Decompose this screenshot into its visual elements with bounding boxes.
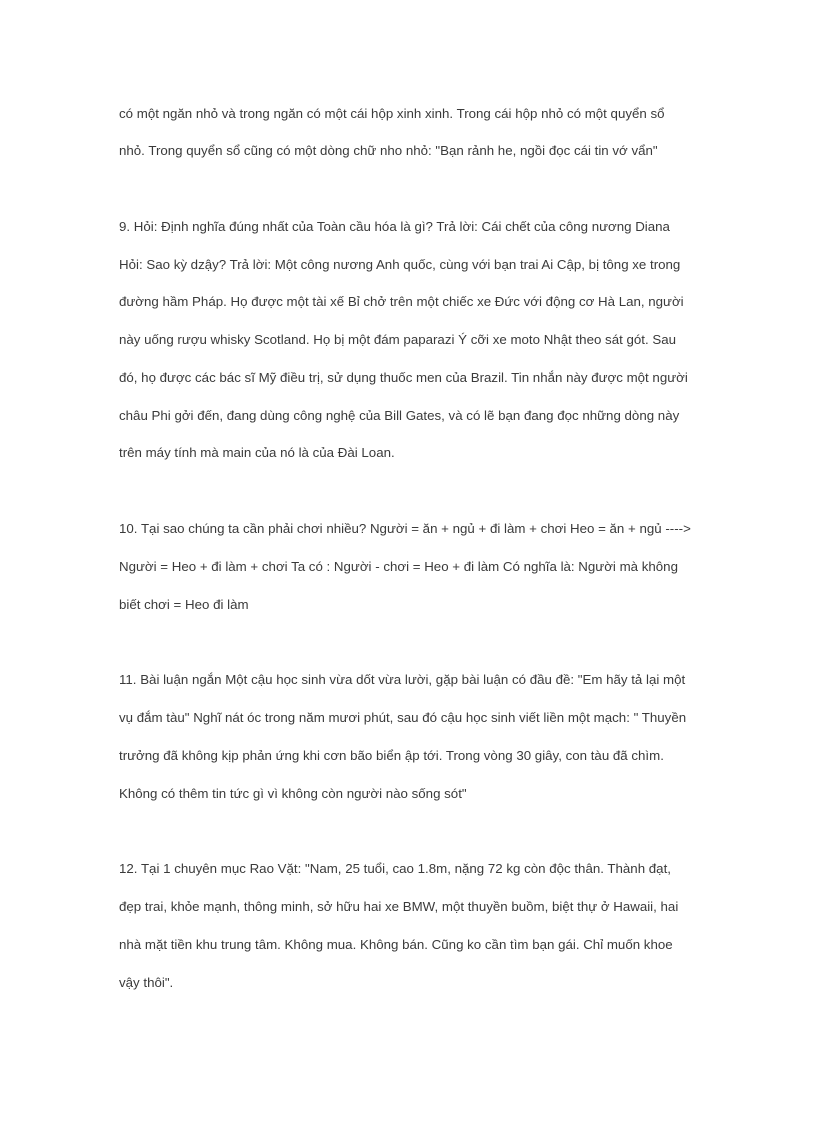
item-9-line-1: 9. Hỏi: Định nghĩa đúng nhất của Toàn cầu hóa là gì? Trả lời: Cái chết của công nương Diana xyxy=(119,219,670,234)
item-10-line-1: 10. Tại sao chúng ta cần phải chơi nhiều? Người = ăn + ngủ + đi làm + chơi Heo = ăn + ngủ ----> xyxy=(119,521,691,536)
intro-line-2: nhỏ. Trong quyển sổ cũng có một dòng chữ nho nhỏ: "Bạn rảnh he, ngồi đọc cái tin vớ vẩn" xyxy=(119,143,658,158)
item-12-line-2: đẹp trai, khỏe mạnh, thông minh, sở hữu hai xe BMW, một thuyền buồm, biệt thự ở Hawaii, hai xyxy=(119,899,679,914)
item-11-line-1: 11. Bài luận ngắn Một cậu học sinh vừa dốt vừa lười, gặp bài luận có đầu đề: "Em hãy tả lại một xyxy=(119,672,686,687)
item-12-line-3: nhà mặt tiền khu trung tâm. Không mua. Không bán. Cũng ko cần tìm bạn gái. Chỉ muốn khoe xyxy=(119,937,673,952)
item-9-line-7: trên máy tính mà main của nó là của Đài Loan. xyxy=(119,445,395,460)
item-11-line-4: Không có thêm tin tức gì vì không còn người nào sống sót" xyxy=(119,786,467,801)
intro-line-1: có một ngăn nhỏ và trong ngăn có một cái hộp xinh xinh. Trong cái hộp nhỏ có một quyển sổ xyxy=(119,106,665,121)
item-10-line-2: Người = Heo + đi làm + chơi Ta có : Người - chơi = Heo + đi làm Có nghĩa là: Người mà không xyxy=(119,559,678,574)
item-12-line-1: 12. Tại 1 chuyên mục Rao Vặt: "Nam, 25 tuổi, cao 1.8m, nặng 72 kg còn độc thân. Thành đạt, xyxy=(119,861,671,876)
item-12-line-4: vậy thôi". xyxy=(119,975,174,990)
item-11-line-3: trưởng đã không kịp phản ứng khi cơn bão biển ập tới. Trong vòng 30 giây, con tàu đã chìm. xyxy=(119,748,664,763)
item-10-line-3: biết chơi = Heo đi làm xyxy=(119,597,249,612)
item-9-line-2: Hỏi: Sao kỳ dzậy? Trả lời: Một công nương Anh quốc, cùng với bạn trai Ai Cập, bị tông xe trong xyxy=(119,257,681,272)
item-9-line-5: đó, họ được các bác sĩ Mỹ điều trị, sử dụng thuốc men của Brazil. Tin nhắn này được một người xyxy=(119,370,688,385)
item-11-line-2: vụ đắm tàu" Nghĩ nát óc trong năm mươi phút, sau đó cậu học sinh viết liền một mạch: " Thuyền xyxy=(119,710,687,725)
item-9-line-6: châu Phi gởi đến, đang dùng công nghệ của Bill Gates, và có lẽ bạn đang đọc những dòng này xyxy=(119,408,680,423)
item-9-line-3: đường hầm Pháp. Họ được một tài xế Bỉ chở trên một chiếc xe Đức với động cơ Hà Lan, người xyxy=(119,294,684,309)
item-9-line-4: này uống rượu whisky Scotland. Họ bị một đám paparazi Ý cỡi xe moto Nhật theo sát gót. Sau xyxy=(119,332,677,347)
